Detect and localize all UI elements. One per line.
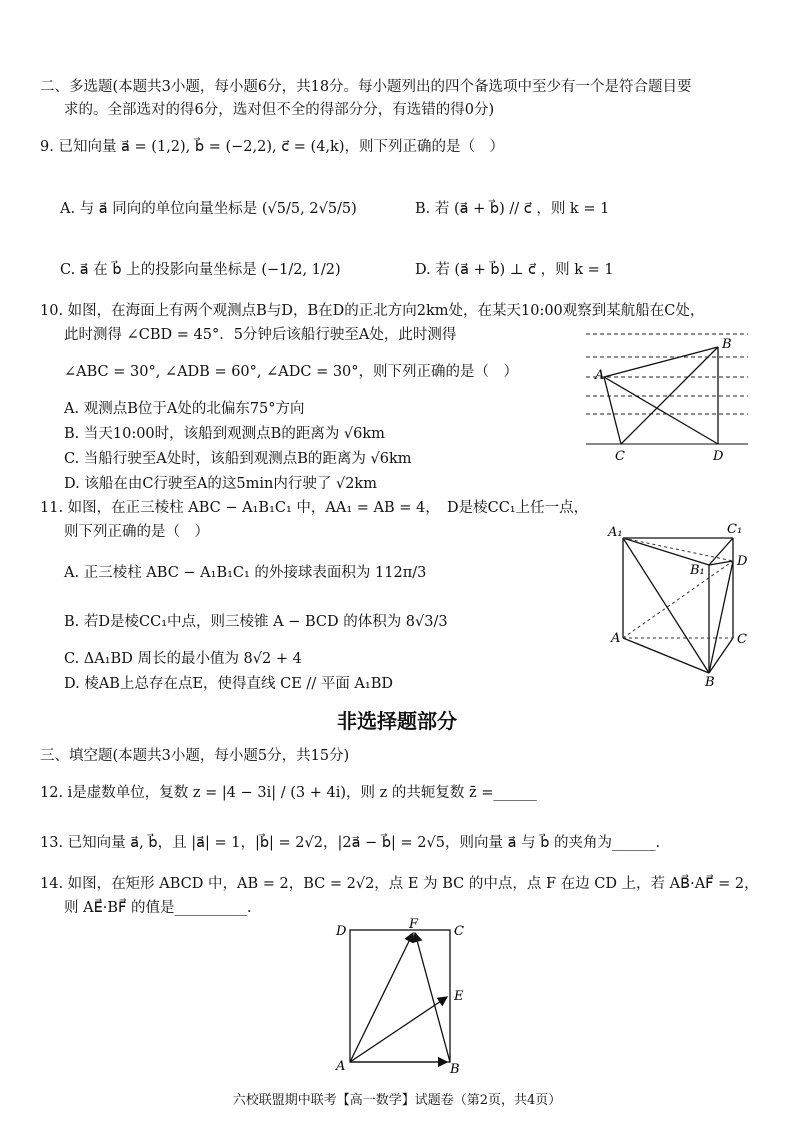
q12-text: 12. i是虚数单位，复数 z = |4 − 3i| / (3 + 4i)，则 z 的共轭复数 z̄ =______	[40, 785, 537, 801]
q14-figure	[330, 918, 472, 1078]
q14-label-b: B	[450, 1062, 460, 1077]
q9-option-a: A. 与 a⃗ 同向的单位向量坐标是 (√5/5, 2√5/5)	[60, 201, 357, 217]
page-footer: 六校联盟期中联考【高一数学】试题卷（第2页，共4页）	[232, 1093, 562, 1108]
q13-text: 13. 已知向量 a⃗, b⃗，且 |a⃗| = 1，|b⃗| = 2√2，|2a⃗ − b⃗| = 2√5，则向量 a⃗ 与 b⃗ 的夹角为______.	[40, 835, 661, 851]
q10-stem-line3: ∠ABC = 30°, ∠ADB = 60°, ∠ADC = 30°，则下列正确的是（ ）	[64, 364, 519, 380]
q10-label-b: B	[722, 337, 732, 352]
q14-label-c: C	[454, 924, 464, 939]
q10-label-a: A	[595, 368, 605, 383]
q10-option-c: C. 当船行驶至A处时，该船到观测点B的距离为 √6km	[64, 451, 412, 467]
q11-option-a: A. 正三棱柱 ABC − A₁B₁C₁ 的外接球表面积为 112π/3	[64, 565, 427, 581]
q14-label-d: D	[336, 924, 347, 939]
q11-hidden-edges	[623, 538, 733, 638]
nonchoice-heading: 非选择题部分	[337, 709, 457, 733]
q11-label-b1: B₁	[690, 563, 705, 578]
q9-stem: 9. 已知向量 a⃗ = (1,2), b⃗ = (−2,2), c⃗ = (4,k)，则下列正确的是（ ）	[40, 139, 504, 155]
q11-label-c: C	[737, 632, 747, 647]
q10-figure-lines	[604, 347, 718, 444]
q10-figure	[583, 330, 753, 465]
q11-option-b: B. 若D是棱CC₁中点，则三棱锥 A − BCD 的体积为 8√3/3	[64, 614, 448, 630]
q10-option-d: D. 该船在由C行驶至A的这5min内行驶了 √2km	[64, 476, 377, 492]
q11-solid-edges	[623, 538, 733, 673]
section3-instructions: 三、填空题(本题共3小题，每小题5分，共15分)	[40, 748, 350, 764]
q11-label-c1: C₁	[727, 522, 743, 537]
q11-stem-line1: 11. 如图，在正三棱柱 ABC − A₁B₁C₁ 中，AA₁ = AB = 4， D是棱CC₁上任一点，	[40, 500, 589, 516]
q10-option-a: A. 观测点B位于A处的北偏东75°方向	[64, 401, 305, 417]
q14-rectangle	[350, 930, 450, 1062]
q10-label-d: D	[713, 449, 724, 464]
q11-option-d: D. 棱AB上总存在点E，使得直线 CE // 平面 A₁BD	[64, 676, 393, 692]
q11-label-a1: A₁	[608, 525, 623, 540]
q14-vectors	[350, 933, 450, 1062]
section2-instructions-line2: 求的。全部选对的得6分，选对但不全的得部分分，有选错的得0分)	[64, 102, 495, 118]
q9-option-b: B. 若 (a⃗ + b⃗) // c⃗ ，则 k = 1	[415, 201, 610, 217]
q11-option-c: C. ΔA₁BD 周长的最小值为 8√2 + 4	[64, 651, 302, 667]
q11-label-a: A	[611, 631, 621, 646]
q10-label-c: C	[615, 449, 625, 464]
q10-stem-line2: 此时测得 ∠CBD = 45°．5分钟后该船行驶至A处，此时测得	[64, 327, 457, 343]
q14-label-a: A	[336, 1059, 346, 1074]
q11-figure	[605, 518, 755, 690]
q9-option-c: C. a⃗ 在 b⃗ 上的投影向量坐标是 (−1/2, 1/2)	[60, 262, 341, 278]
section2-instructions-line1: 二、多选题(本题共3小题，每小题6分，共18分。每小题列出的四个备选项中至少有一个是符合题目要	[40, 79, 692, 95]
q9-option-d: D. 若 (a⃗ + b⃗) ⊥ c⃗ ，则 k = 1	[415, 262, 614, 278]
q14-stem-line1: 14. 如图，在矩形 ABCD 中，AB = 2，BC = 2√2，点 E 为 BC 的中点，点 F 在边 CD 上，若 AB⃗·AF⃗ = 2，	[40, 876, 759, 892]
q14-label-e: E	[454, 989, 464, 1004]
q11-label-d: D	[737, 554, 748, 569]
q14-stem-line2: 则 AE⃗·BF⃗ 的值是__________.	[64, 900, 252, 916]
q10-option-b: B. 当天10:00时，该船到观测点B的距离为 √6km	[64, 426, 385, 442]
q10-stem-line1: 10. 如图，在海面上有两个观测点B与D，B在D的正北方向2km处，在某天10:00观察到某航船在C处，	[40, 303, 705, 319]
q14-label-f: F	[409, 918, 419, 932]
q11-label-b: B	[705, 675, 715, 690]
q11-stem-line2: 则下列正确的是（ ）	[64, 524, 209, 540]
